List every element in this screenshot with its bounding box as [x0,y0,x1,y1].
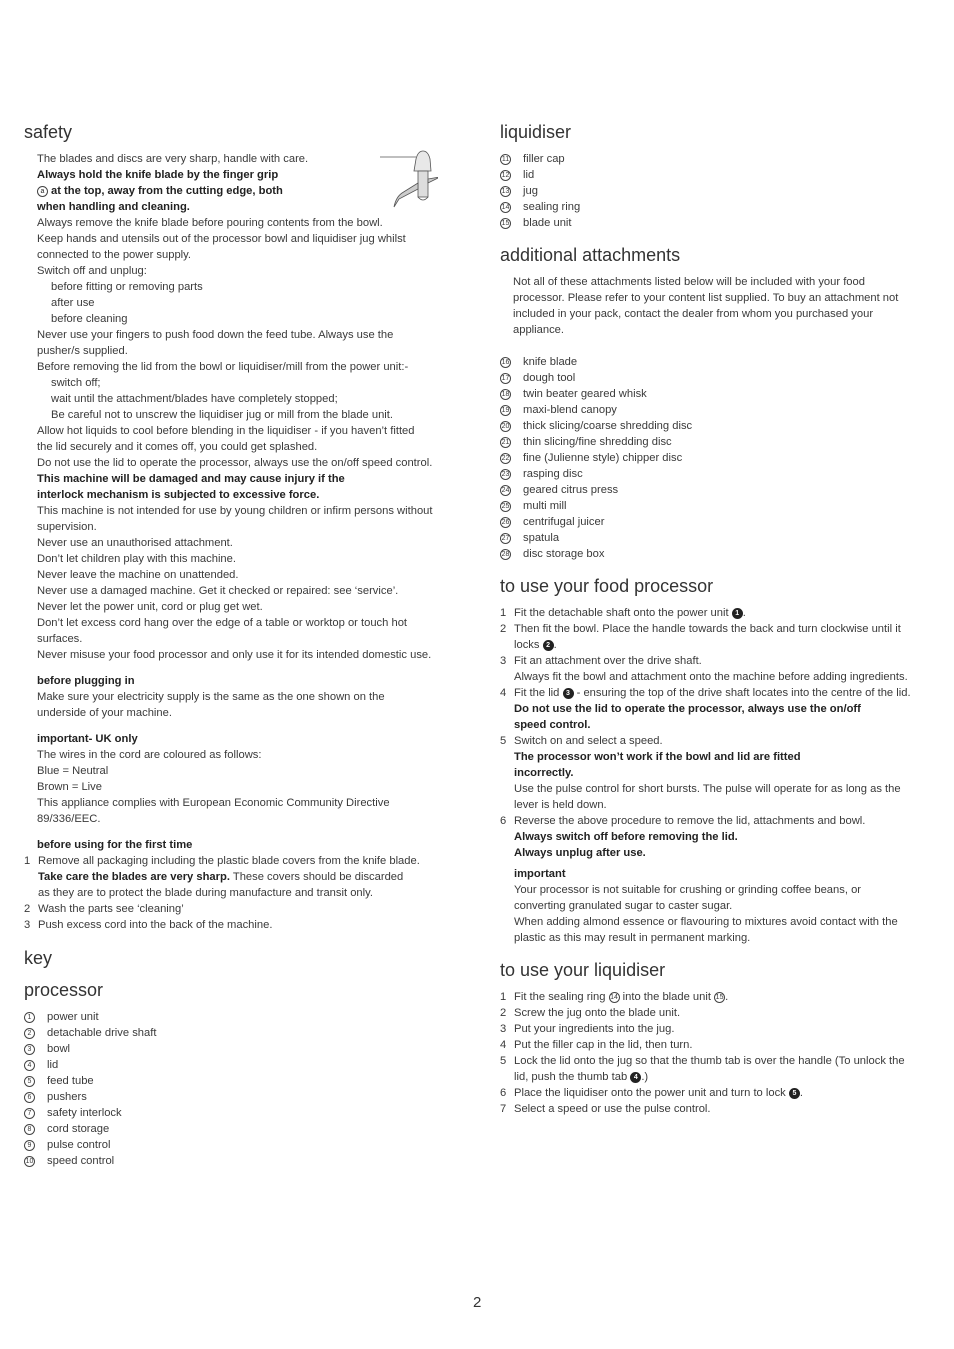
item-number: 10 [25,1157,34,1165]
list-item [24,1057,458,1073]
knife-blade-illustration [368,149,438,215]
item-number: 4 [24,1060,35,1071]
safety-line: after use [51,297,95,309]
item-number: 7 [24,1108,35,1119]
item-label: centrifugal juicer [523,516,605,528]
list-item [500,450,934,466]
uk-heading: important- UK only [37,733,138,745]
step: 1 Remove all packaging including the plastic blade covers from the knife blade. [24,855,420,867]
list-item [24,1153,458,1169]
safety-line: Don’t let excess cord hang over the edge of a table or worktop or touch hot [37,617,408,629]
item-label: jug [523,185,538,197]
use-processor-steps [500,605,934,946]
item-label: lid [47,1059,59,1071]
list-item [500,386,934,402]
uk-line: The wires in the cord are coloured as follows: [37,749,262,761]
safety-line: supervision. [37,521,97,533]
item-number: 12 [501,171,510,179]
item-number: 5 [24,1076,35,1087]
important-line: Your processor is not suitable for crushing or grinding coffee beans, or [514,884,862,896]
list-item [500,199,934,215]
item-label: fine (Julienne style) chipper disc [523,452,683,464]
step: 3 Push excess cord into the back of the machine. [24,919,273,931]
item-number: 14 [501,203,510,211]
list-item [24,1041,458,1057]
liquidiser-heading: liquidiser [500,122,572,142]
step-cont: speed control. [514,719,591,731]
processor-list [24,1009,458,1169]
step: 5 Switch on and select a speed. [500,735,663,747]
safety-line: Before removing the lid from the bowl or liquidiser/mill from the power unit:- [37,361,409,373]
safety-line: pusher/s supplied. [37,345,128,357]
safety-line: surfaces. [37,633,83,645]
step-cont: incorrectly. [514,767,574,779]
safety-line: Never use an unauthorised attachment. [37,537,233,549]
step: 3 Fit an attachment over the drive shaft. [500,655,702,667]
safety-line: Never use your fingers to push food down the feed tube. Always use the [37,329,394,341]
list-item [500,418,934,434]
item-number: 28 [501,550,510,558]
list-item [24,1089,458,1105]
safety-line: Never use a damaged machine. Get it checked or repaired: see ‘service’. [37,585,399,597]
step: 4 Put the filler cap in the lid, then turn. [500,1039,693,1051]
list-item [500,402,934,418]
item-label: sealing ring [523,201,581,213]
safety-line: the lid securely and it comes off, you could get splashed. [37,441,318,453]
safety-line: when handling and cleaning. [37,201,190,213]
intro-line: included in your pack, contact the dealer from whom you purchased your [513,308,874,320]
step: 2 Then fit the bowl. Place the handle towards the back and turn clockwise until it [500,623,901,635]
item-label: disc storage box [523,548,605,560]
safety-line: The blades and discs are very sharp, handle with care. [37,153,309,165]
item-number: 8 [24,1124,35,1135]
page-number: 2 [473,1294,482,1311]
item-number: 19 [501,406,510,414]
use-processor-heading: to use your food processor [500,576,714,596]
safety-line: a at the top, away from the cutting edge, both [37,183,458,199]
item-label: cord storage [47,1123,110,1135]
step: 6 Reverse the above procedure to remove the lid, attachments and bowl. [500,815,866,827]
item-number: 24 [501,486,510,494]
step-cont: lid, push the thumb tab 4 .) [514,1071,649,1083]
intro-line: processor. Please refer to your content list supplied. To buy an attachment not [513,292,899,304]
item-number: 13 [501,187,510,195]
step-cont: Always unplug after use. [514,847,646,859]
item-label: dough tool [523,372,576,384]
step: 1 Fit the detachable shaft onto the power unit 1 . [500,607,746,619]
processor-heading: processor [24,980,104,1000]
list-item [500,167,934,183]
step-cont: The processor won’t work if the bowl and lid are fitted [514,751,801,763]
item-number: 11 [501,155,510,163]
item-number: 17 [501,374,510,382]
list-item [24,1025,458,1041]
item-number: 22 [501,454,510,462]
item-label: bowl [47,1043,71,1055]
item-number: 21 [501,438,510,446]
list-item [500,354,934,370]
attachments-intro [500,274,934,338]
important-line: converting granulated sugar to caster sugar. [514,900,733,912]
safety-line: Never leave the machine on unattended. [37,569,239,581]
item-number: 1 [24,1012,35,1023]
item-label: power unit [47,1011,99,1023]
intro-line: Not all of these attachments listed below will be included with your food [513,276,865,288]
item-number: 6 [24,1092,35,1103]
item-number: 15 [501,219,510,227]
safety-line: Keep hands and utensils out of the processor bowl and liquidiser jug whilst [37,233,406,245]
safety-text [24,151,458,853]
use-liquidiser-steps [500,989,934,1117]
item-number: 2 [24,1028,35,1039]
uk-line: This appliance complies with European Economic Community Directive [37,797,390,809]
step-cont: lever is held down. [514,799,607,811]
list-item [500,370,934,386]
list-item [500,466,934,482]
safety-line: switch off; [51,377,101,389]
ref-3-marker: 3 [563,688,574,699]
item-label: pushers [47,1091,87,1103]
safety-line: This machine is not intended for use by young children or infirm persons without [37,505,433,517]
attachments-list [500,354,934,562]
item-number: 3 [24,1044,35,1055]
list-item [500,498,934,514]
key-heading: key [24,948,53,968]
plugging-line: underside of your machine. [37,707,172,719]
item-number: 27 [501,534,510,542]
item-number: 9 [24,1140,35,1151]
list-item [500,514,934,530]
step: 4 Fit the lid 3 - ensuring the top of the drive shaft locates into the centre of the lid. [500,687,911,699]
item-label: geared citrus press [523,484,619,496]
step: 3 Put your ingredients into the jug. [500,1023,675,1035]
item-label: pulse control [47,1139,111,1151]
intro-line: appliance. [513,324,565,336]
list-item [24,1009,458,1025]
safety-line: Always remove the knife blade before pouring contents from the bowl. [37,217,383,229]
first-use-heading: before using for the first time [37,839,193,851]
uk-line: Brown = Live [37,781,102,793]
safety-line: Don’t let children play with this machine. [37,553,236,565]
safety-line: Never let the power unit, cord or plug get wet. [37,601,263,613]
step: 2 Screw the jug onto the blade unit. [500,1007,681,1019]
item-label: knife blade [523,356,578,368]
left-column [24,121,458,1169]
important-line: When adding almond essence or flavouring to mixtures avoid contact with the [514,916,898,928]
item-number: 25 [501,502,510,510]
item-label: thick slicing/coarse shredding disc [523,420,693,432]
safety-line: Be careful not to unscrew the liquidiser jug or mill from the blade unit. [51,409,394,421]
step: 6 Place the liquidiser onto the power unit and turn to lock 5 . [500,1087,803,1099]
ref-5-marker: 5 [789,1088,800,1099]
safety-heading: safety [24,122,73,142]
item-label: speed control [47,1155,115,1167]
list-item [500,546,934,562]
item-number: 20 [501,422,510,430]
first-use-steps [24,853,458,933]
item-number: 16 [501,358,510,366]
item-label: blade unit [523,217,572,229]
ref-2-marker: 2 [543,640,554,651]
item-number: 23 [501,470,510,478]
attachments-heading: additional attachments [500,245,681,265]
item-label: multi mill [523,500,567,512]
plugging-line: Make sure your electricity supply is the same as the one shown on the [37,691,385,703]
list-item [500,215,934,231]
item-label: safety interlock [47,1107,122,1119]
list-item [24,1105,458,1121]
step: 7 Select a speed or use the pulse control. [500,1103,711,1115]
item-label: thin slicing/fine shredding disc [523,436,672,448]
safety-line: before fitting or removing parts [51,281,203,293]
list-item [500,151,934,167]
safety-line: wait until the attachment/blades have completely stopped; [51,393,338,405]
ref-4-marker: 4 [630,1072,641,1083]
list-item [24,1121,458,1137]
list-item [500,183,934,199]
list-item [500,482,934,498]
uk-line: Blue = Neutral [37,765,109,777]
list-item [24,1137,458,1153]
item-label: lid [523,169,535,181]
item-label: filler cap [523,153,565,165]
safety-line: Do not use the lid to operate the processor, always use the on/off speed control. [37,457,433,469]
right-column [500,121,934,1117]
step: 1 Fit the sealing ring 14 into the blade unit 15 . [500,991,729,1003]
safety-line: before cleaning [51,313,128,325]
safety-line: connected to the power supply. [37,249,192,261]
list-item [500,530,934,546]
callout-a-marker: a [37,186,48,197]
safety-line: Never misuse your food processor and only use it for its intended domestic use. [37,649,432,661]
use-liquidiser-heading: to use your liquidiser [500,960,666,980]
important-line: plastic as this may result in permanent marking. [514,932,751,944]
step: 2 Wash the parts see ‘cleaning’ [24,903,184,915]
list-item [24,1073,458,1089]
safety-line: Always hold the knife blade by the finger grip [37,169,279,181]
step-cont: Do not use the lid to operate the processor, always use the on/off [514,703,861,715]
step-cont: Always fit the bowl and attachment onto the machine before adding ingredients. [514,671,908,683]
item-label: detachable drive shaft [47,1027,157,1039]
step-cont: Always switch off before removing the lid. [514,831,738,843]
step-cont: Use the pulse control for short bursts. The pulse will operate for as long as the [514,783,901,795]
item-number: 18 [501,390,510,398]
step-cont: Take care the blades are very sharp. These covers should be discarded [38,871,404,883]
step: 5 Lock the lid onto the jug so that the thumb tab is over the handle (To unlock the [500,1055,905,1067]
liquidiser-list [500,151,934,231]
step-cont: locks 2 . [514,639,557,651]
ref-1-marker: 1 [732,608,743,619]
safety-line: interlock mechanism is subjected to excessive force. [37,489,320,501]
list-item [500,434,934,450]
item-label: twin beater geared whisk [523,388,647,400]
safety-line: This machine will be damaged and may cause injury if the [37,473,345,485]
item-label: maxi-blend canopy [523,404,617,416]
item-number: 26 [501,518,510,526]
item-label: feed tube [47,1075,94,1087]
step-cont: as they are to protect the blade during manufacture and transit only. [38,887,373,899]
important-heading: important [514,868,566,880]
safety-line: Allow hot liquids to cool before blending in the liquidiser - if you haven’t fitted [37,425,415,437]
item-label: spatula [523,532,560,544]
item-label: rasping disc [523,468,583,480]
uk-line: 89/336/EEC. [37,813,101,825]
safety-line: Switch off and unplug: [37,265,147,277]
plugging-heading: before plugging in [37,675,135,687]
